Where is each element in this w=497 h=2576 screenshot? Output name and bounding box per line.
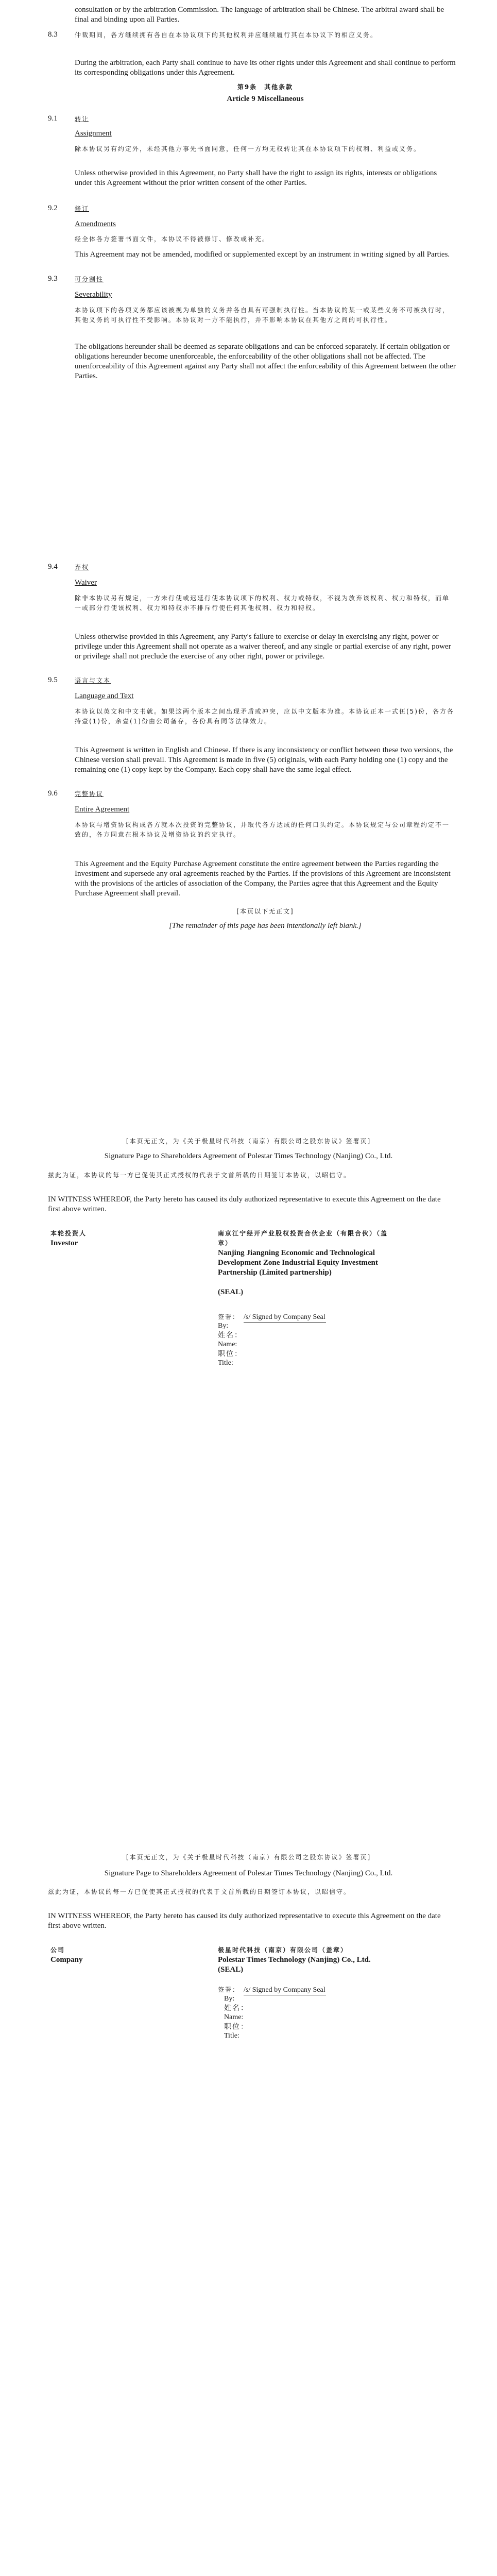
witness-clause-zh: 兹此为证，本协议的每一方已促使其正式授权的代表于文首所载的日期签订本协议，以昭信守。	[48, 1172, 351, 1179]
clause-en: This Agreement is written in English and Chinese. If there is any inconsistency or conflict between these two versions, the Chinese version shall prevail. This Agreement is made in five (5) originals, with each Party holding one (1) copy and the remaining one (1) copy kept by the Company. Each copy shall have the same legal effect.	[75, 746, 453, 774]
section-number: 9.6	[48, 789, 58, 798]
section-heading-en: Waiver	[75, 579, 97, 587]
signature-page-heading-en: Signature Page to Shareholders Agreement of Polestar Times Technology (Nanjing) Co., Ltd.	[104, 1152, 393, 1160]
party-name-en: Nanjing Jiangning Economic and Technological Development Zone Industrial Equity Investment Partnership (Limited partnership)	[218, 1249, 378, 1277]
clause-zh: 除本协议另有约定外，未经其他方事先书面同意，任何一方均无权转让其在本协议项下的权利、利益或义务。	[75, 145, 421, 152]
clause-zh: 仲裁期间，各方继续拥有各自在本协议项下的其他权利并应继续履行其在本协议下的相应义务。	[75, 31, 378, 39]
end-of-text-zh: [本页以下无正文]	[236, 908, 294, 915]
section-heading-en: Severability	[75, 291, 112, 299]
seal-label: (SEAL)	[218, 1288, 244, 1296]
title-label-en: Title:	[224, 2032, 239, 2040]
witness-clause-en: IN WITNESS WHEREOF, the Party hereto has caused its duly authorized representative to execute this Agreement on the date first above written.	[48, 1912, 441, 1930]
section-number: 9.1	[48, 114, 58, 123]
section-number: 9.2	[48, 204, 58, 212]
signature-page-heading-en: Signature Page to Shareholders Agreement of Polestar Times Technology (Nanjing) Co., Ltd.	[104, 1869, 393, 1877]
section-heading-zh: 弃权	[75, 564, 90, 571]
name-label-zh: 姓名：	[224, 2004, 249, 2012]
name-label-en: Name:	[218, 1341, 237, 1348]
signed-label-zh: 签署：	[218, 1313, 240, 1320]
signed-label-zh: 签署：	[218, 1986, 240, 1993]
witness-clause-en: IN WITNESS WHEREOF, the Party hereto has caused its duly authorized representative to execute this Agreement on the date first above written.	[48, 1195, 441, 1213]
signature-page-heading-zh: [本页无正文，为《关于极星时代科技（南京）有限公司之股东协议》签署页]	[126, 1854, 371, 1861]
title-label-zh: 职位：	[224, 2023, 249, 2031]
by-label: By:	[224, 1995, 235, 2003]
arbitration-paragraph-tail: consultation or by the arbitration Commission. The language of arbitration shall be Chinese. The arbitral award shall be final and binding upon all Parties.	[75, 6, 444, 24]
clause-zh: 除非本协议另有规定，一方未行使或迟延行使本协议项下的权利、权力或特权，不视为放弃该权利、权力和特权，而单一或部分行使该权利、权力和特权亦不排斥行使任何其他权利、权力和特权。	[75, 595, 450, 612]
party-role-en: Company	[50, 1956, 83, 1964]
party-name-zh: 南京江宁经开产业股权投资合伙企业（有限合伙）（盖章）	[218, 1230, 388, 1247]
section-number: 9.3	[48, 275, 58, 283]
title-label-en: Title:	[218, 1359, 233, 1367]
section-number: 8.3	[48, 30, 58, 39]
party-role-zh: 本轮投资人	[50, 1230, 87, 1237]
section-heading-zh: 语言与文本	[75, 677, 111, 684]
article-title-zh: 第9条 其他条款	[237, 83, 294, 91]
party-name-en: Polestar Times Technology (Nanjing) Co., Ltd.(SEAL)	[218, 1956, 371, 1974]
section-heading-zh: 修订	[75, 205, 90, 212]
section-heading-zh: 转让	[75, 115, 90, 123]
name-label-zh: 姓名：	[218, 1331, 243, 1340]
signed-value: /s/ Signed by Company Seal	[244, 1313, 326, 1323]
name-label-en: Name:	[224, 2013, 244, 2021]
clause-en: During the arbitration, each Party shall continue to have its other rights under this Agreement and shall continue to perform its corresponding obligations under this Agreement.	[75, 59, 456, 77]
clause-zh: 本协议项下的各项义务都应该被视为单独的义务并各自具有可强制执行性。当本协议的某一或某些义务不可被执行时，其他义务的可执行性不受影响。本协议对一方不能执行，并不影响本协议在其他方之间的可执行性。	[75, 307, 450, 324]
end-of-text-en: [The remainder of this page has been intentionally left blank.]	[169, 922, 362, 930]
clause-zh: 本协议与增资协议构成各方就本次投资的完整协议，并取代各方达成的任何口头约定。本协议规定与公司章程约定不一致的，各方同意在根本协议及增资协议的约定执行。	[75, 821, 450, 838]
section-number: 9.4	[48, 563, 58, 571]
signature-page-heading-zh: [本页无正文，为《关于极星时代科技（南京）有限公司之股东协议》签署页]	[126, 1138, 371, 1145]
by-label: By:	[218, 1322, 229, 1330]
section-heading-zh: 完整协议	[75, 790, 104, 798]
party-role-en: Investor	[50, 1239, 78, 1247]
section-heading-en: Entire Agreement	[75, 805, 130, 814]
section-heading-en: Assignment	[75, 129, 112, 138]
clause-en: Unless otherwise provided in this Agreement, any Party's failure to exercise or delay in exercising any right, power or privilege under this Agreement shall not operate as a waiver thereof, and any single or partial exercise of any right, power or privilege shall not preclude the exercise of any other right, power or privilege.	[75, 633, 451, 660]
signed-value: /s/ Signed by Company Seal	[244, 1986, 326, 1995]
section-heading-en: Amendments	[75, 220, 116, 228]
clause-en: This Agreement may not be amended, modified or supplemented except by an instrument in writing signed by all Parties.	[75, 250, 450, 259]
clause-zh: 本协议以英文和中文书就。如果这两个版本之间出现矛盾或冲突，应以中文版本为准。本协议正本一式伍(5)份，各方各持壹(1)份，余壹(1)份由公司备存，各份具有同等法律效力。	[75, 708, 455, 725]
party-name-zh: 极星时代科技（南京）有限公司（盖章）	[218, 1946, 348, 1954]
party-role-zh: 公司	[50, 1946, 65, 1954]
section-number: 9.5	[48, 676, 58, 684]
signature-line	[218, 1312, 326, 1323]
article-title-en: Article 9 Miscellaneous	[227, 95, 304, 103]
title-label-zh: 职位：	[218, 1350, 243, 1358]
clause-en: The obligations hereunder shall be deemed as separate obligations and can be enforced separately. If certain obligation or obligations hereunder become unenforceable, the enforceability of the other obligations shall not be affected. The unenforceability of this Agreement against any Party shall not affect the enforceability of this Agreement between the other Parties.	[75, 343, 456, 380]
witness-clause-zh: 兹此为证，本协议的每一方已促使其正式授权的代表于文首所载的日期签订本协议，以昭信守。	[48, 1888, 351, 1895]
section-heading-zh: 可分割性	[75, 276, 104, 283]
clause-en: Unless otherwise provided in this Agreement, no Party shall have the right to assign its rights, interests or obligations under this Agreement without the prior written consent of the other Parties.	[75, 169, 437, 187]
clause-en: This Agreement and the Equity Purchase Agreement constitute the entire agreement between the Parties regarding the Investment and supersede any oral agreements reached by the Parties. If the provisions of this Agreement are inconsistent with the provisions of the articles of association of the Company, the Parties agree that this Agreement and the Equity Purchase Agreement shall prevail.	[75, 860, 451, 897]
signature-line	[218, 1985, 326, 1995]
section-heading-en: Language and Text	[75, 692, 134, 700]
clause-zh: 经全体各方签署书面文件，本协议不得被修订、修改或补充。	[75, 235, 270, 243]
